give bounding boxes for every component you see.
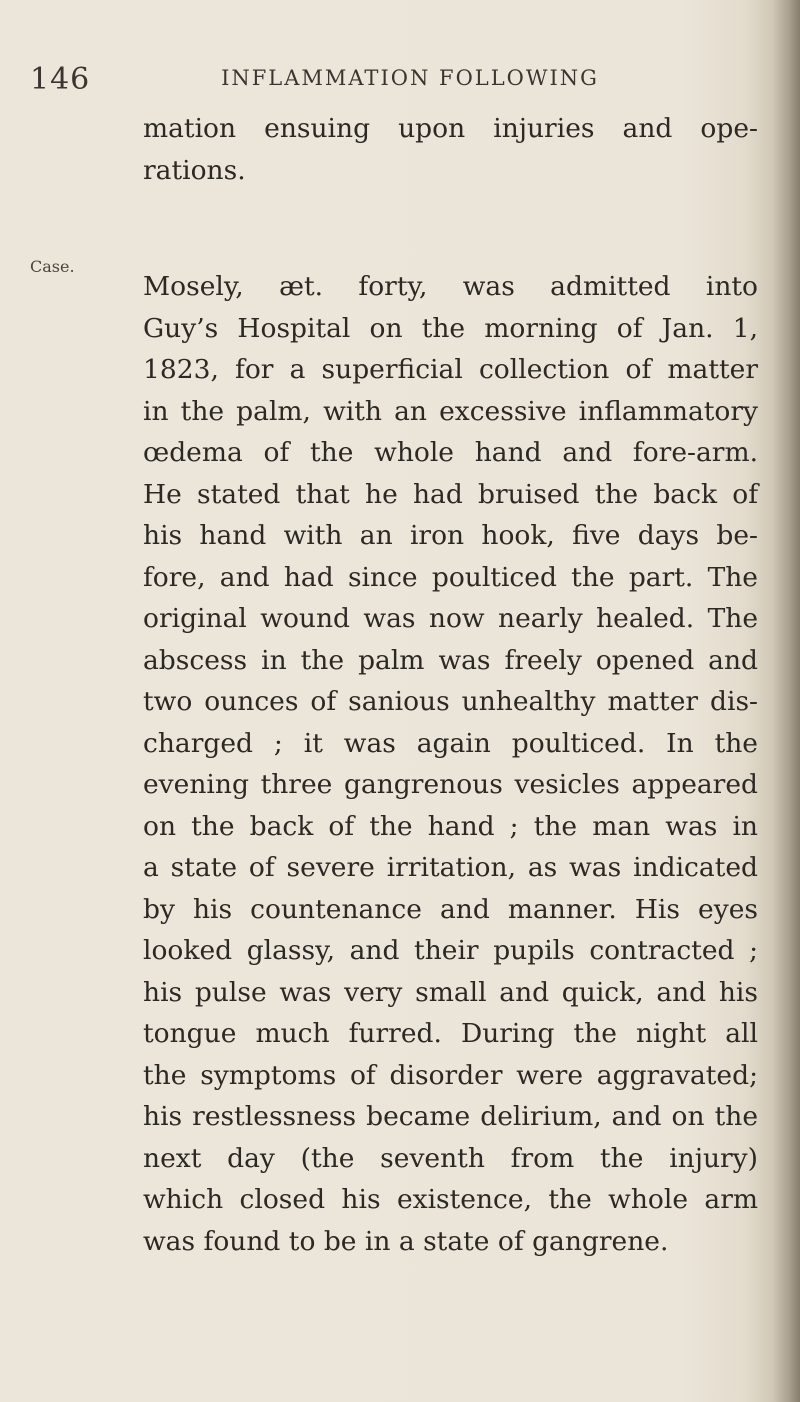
text-line: a state of severe irritation, as was indicated	[143, 852, 758, 883]
paragraph-2	[143, 266, 758, 1262]
text-line: original wound was now nearly healed. The	[143, 603, 758, 634]
text-line: which closed his existence, the whole arm	[143, 1184, 758, 1215]
text-line: evening three gangrenous vesicles appeared	[143, 769, 758, 800]
text-line: two ounces of sanious unhealthy matter dis-	[143, 686, 758, 717]
text-line: 1823, for a superficial collection of matter	[143, 354, 758, 385]
text-line: on the back of the hand ; the man was in	[143, 810, 758, 842]
text-line: He stated that he had bruised the back of	[143, 478, 758, 510]
page-header	[0, 62, 800, 102]
text-line: by his countenance and manner. His eyes	[143, 893, 758, 925]
text-line: abscess in the palm was freely opened and	[143, 644, 758, 676]
text-line: Guy’s Hospital on the morning of Jan. 1,	[143, 312, 758, 344]
text-line: œdema of the whole hand and fore-arm.	[143, 437, 758, 468]
text-line: looked glassy, and their pupils contracted ;	[143, 935, 758, 966]
text-line: his restlessness became delirium, and on the	[143, 1101, 758, 1132]
paragraph-1	[143, 108, 758, 191]
text-line: rations.	[143, 154, 246, 186]
text-line: charged ; it was again poulticed. In the	[143, 727, 758, 759]
text-line: his pulse was very small and quick, and his	[143, 976, 758, 1008]
margin-note-case: Case.	[30, 257, 75, 276]
text-line: in the palm, with an excessive inflammatory	[143, 395, 758, 427]
text-line: tongue much furred. During the night all	[143, 1018, 758, 1049]
running-head: INFLAMMATION FOLLOWING	[221, 66, 599, 90]
text-line: fore, and had since poulticed the part. The	[143, 561, 758, 593]
page-number: 146	[30, 62, 91, 97]
page-edge-shadow	[772, 0, 800, 1402]
text-line: his hand with an iron hook, five days be-	[143, 520, 758, 551]
text-line: Mosely, æt. forty, was admitted into	[143, 271, 758, 302]
text-line: next day (the seventh from the injury)	[143, 1142, 758, 1174]
body-text	[143, 108, 758, 1262]
text-line: was found to be in a state of gangrene.	[143, 1225, 669, 1257]
text-line: mation ensuing upon injuries and ope-	[143, 113, 758, 144]
text-line: the symptoms of disorder were aggravated;	[143, 1059, 758, 1091]
